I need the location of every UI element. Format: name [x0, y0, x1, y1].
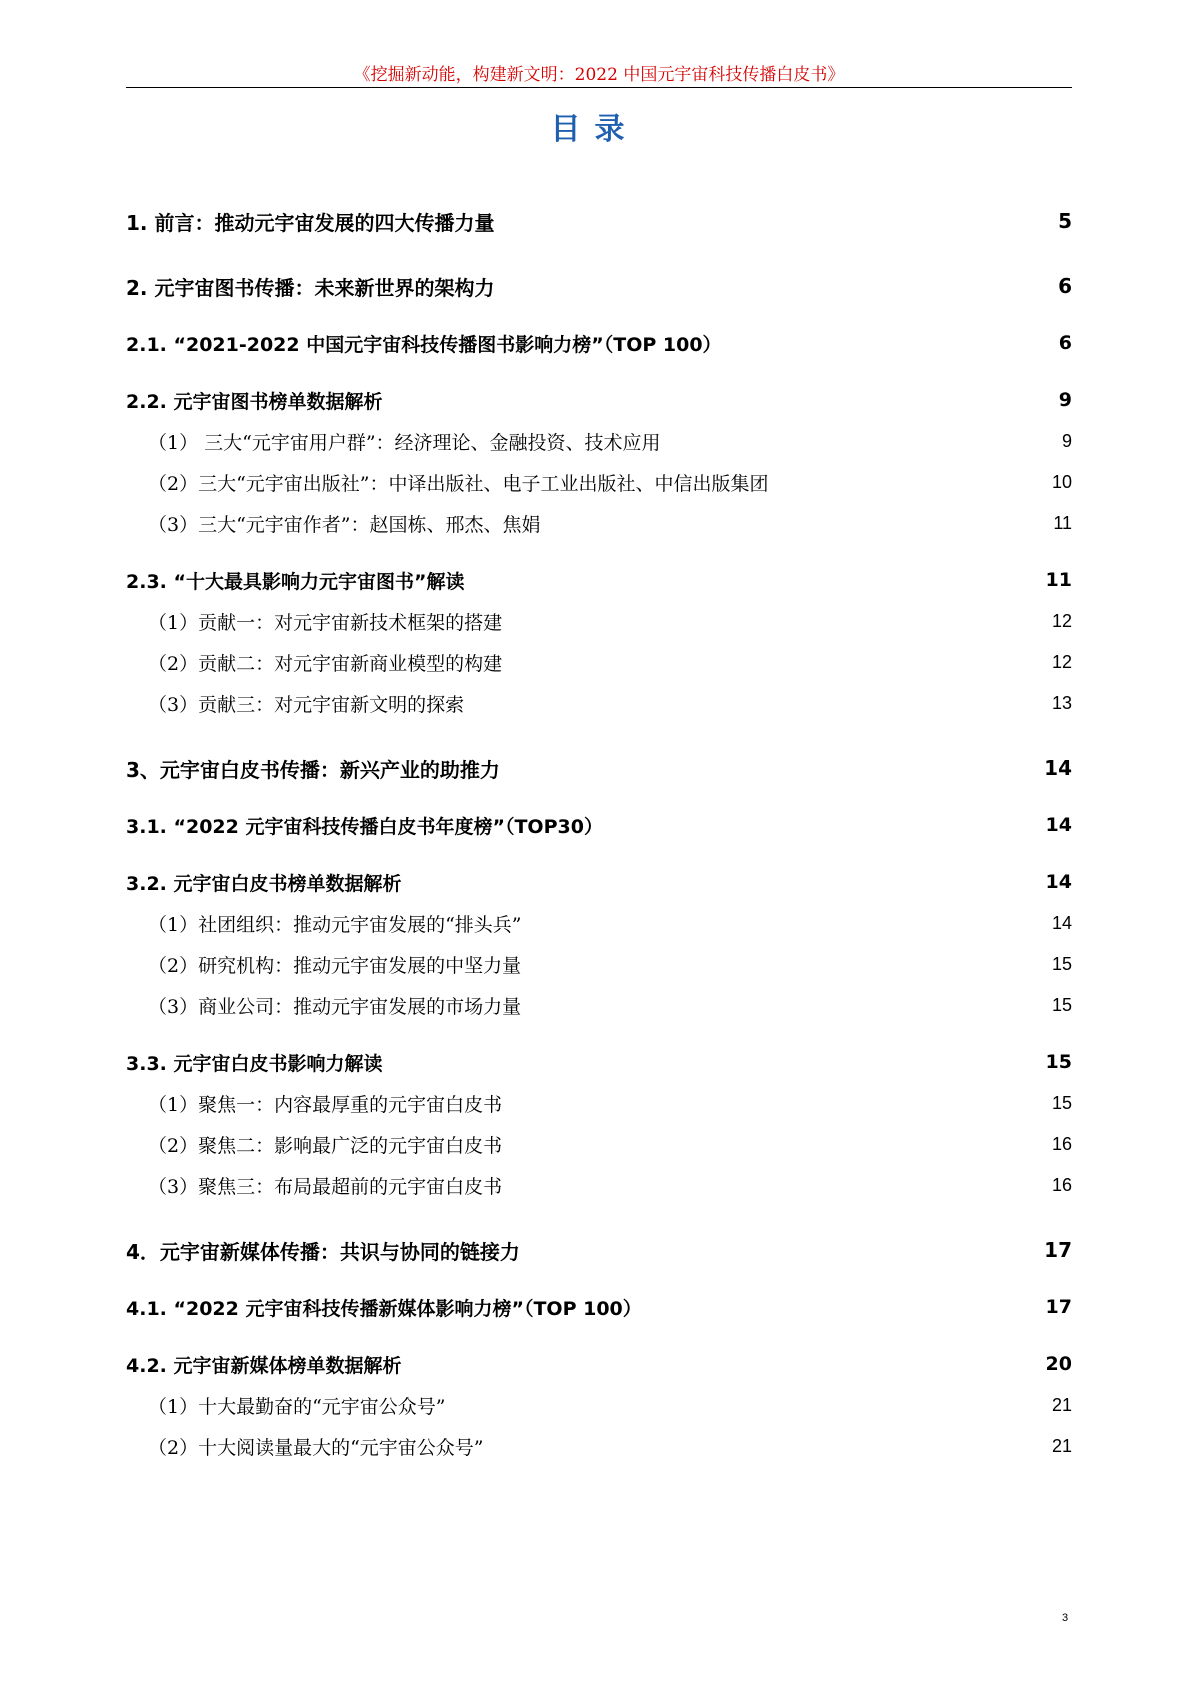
toc-entry-text: 2.1. “2021-2022 中国元宇宙科技传播图书影响力榜”（TOP 100）: [126, 333, 722, 356]
toc-entry-text: （2）聚焦二：影响最广泛的元宇宙白皮书: [148, 1134, 503, 1157]
toc-entry-page: 16: [1051, 1133, 1072, 1154]
toc-entry[interactable]: [126, 1292, 1072, 1322]
toc-title: 目录: [550, 112, 639, 147]
toc-entry-page: 15: [1051, 994, 1072, 1015]
toc-entry-text: 4．元宇宙新媒体传播：共识与协同的链接力: [126, 1239, 520, 1264]
toc-entry-text: 2.2. 元宇宙图书榜单数据解析: [126, 390, 383, 413]
toc-entry-page: 14: [1044, 756, 1072, 780]
toc-entry-text: （2）十大阅读量最大的“元宇宙公众号”: [148, 1436, 484, 1459]
toc-entry[interactable]: [126, 328, 1072, 358]
toc-entry[interactable]: [126, 908, 1072, 938]
toc-entry-text: （2）贡献二：对元宇宙新商业模型的构建: [148, 652, 503, 675]
toc-entry[interactable]: [126, 1170, 1072, 1200]
toc-entry-text: （1） 三大“元宇宙用户群”：经济理论、金融投资、技术应用: [148, 431, 661, 454]
toc-entry-page: 21: [1051, 1394, 1072, 1415]
toc-entry-page: 15: [1051, 953, 1072, 974]
toc-entry[interactable]: [126, 1088, 1072, 1118]
toc-entry[interactable]: [126, 508, 1072, 538]
toc-entry-text: 3.3. 元宇宙白皮书影响力解读: [126, 1052, 383, 1075]
toc-entry-text: （1）聚焦一：内容最厚重的元宇宙白皮书: [148, 1093, 503, 1116]
toc-entry-page: 20: [1045, 1353, 1072, 1375]
toc-entry-page: 14: [1051, 912, 1072, 933]
toc-entry-text: 2.3. “十大最具影响力元宇宙图书”解读: [126, 570, 465, 593]
toc-entry-text: 2. 元宇宙图书传播：未来新世界的架构力: [126, 275, 495, 300]
toc-entry-page: 9: [1061, 430, 1072, 451]
toc-entry-text: （1）十大最勤奋的“元宇宙公众号”: [148, 1395, 446, 1418]
toc-entry[interactable]: [126, 688, 1072, 718]
toc-entry-text: 3、元宇宙白皮书传播：新兴产业的助推力: [126, 757, 500, 782]
toc-entry-text: （1）贡献一：对元宇宙新技术框架的搭建: [148, 611, 503, 634]
toc-entry[interactable]: [126, 1129, 1072, 1159]
toc-entry[interactable]: [126, 990, 1072, 1020]
toc-entry-page: 17: [1045, 1296, 1072, 1318]
toc-entry-page: 17: [1044, 1238, 1072, 1262]
toc-entry-page: 6: [1058, 332, 1072, 354]
toc-entry[interactable]: [126, 810, 1072, 840]
toc-entry[interactable]: [126, 467, 1072, 497]
toc-entry-page: 12: [1051, 610, 1072, 631]
toc-entry-text: 3.2. 元宇宙白皮书榜单数据解析: [126, 872, 402, 895]
toc-entry-page: 14: [1045, 814, 1072, 836]
toc-entry[interactable]: [126, 1431, 1072, 1461]
toc-entry-text: （3）聚焦三：布局最超前的元宇宙白皮书: [148, 1175, 503, 1198]
toc-entry-page: 13: [1051, 692, 1072, 713]
toc-entry[interactable]: [126, 565, 1072, 595]
toc-entry[interactable]: [126, 1349, 1072, 1379]
toc-entry-page: 10: [1051, 471, 1072, 492]
toc-entry-page: 15: [1051, 1092, 1072, 1113]
toc-entry[interactable]: [126, 1390, 1072, 1420]
toc-entry-text: 1. 前言：推动元宇宙发展的四大传播力量: [126, 210, 495, 235]
toc-entry[interactable]: [126, 1047, 1072, 1077]
toc-entry-page: 16: [1051, 1174, 1072, 1195]
toc-entry-text: 4.1. “2022 元宇宙科技传播新媒体影响力榜”（TOP 100）: [126, 1297, 642, 1320]
toc-entry[interactable]: [126, 206, 1072, 236]
toc-entry-page: 11: [1053, 512, 1072, 533]
toc-entry-text: （3）贡献三：对元宇宙新文明的探索: [148, 693, 465, 716]
toc-entry-page: 21: [1051, 1435, 1072, 1456]
toc-entry-text: （3）三大“元宇宙作者”：赵国栋、邢杰、焦娟: [148, 513, 541, 536]
toc-entry-page: 9: [1058, 389, 1072, 411]
document-header: 《挖掘新动能，构建新文明：2022 中国元宇宙科技传播白皮书》: [353, 65, 845, 85]
toc-entry-text: （2）三大“元宇宙出版社”：中译出版社、电子工业出版社、中信出版集团: [148, 472, 769, 495]
toc-entry[interactable]: [126, 606, 1072, 636]
header-divider: [126, 87, 1072, 88]
toc-entry-text: 4.2. 元宇宙新媒体榜单数据解析: [126, 1354, 402, 1377]
toc-entry[interactable]: [126, 1235, 1072, 1265]
toc-entry-text: （2）研究机构：推动元宇宙发展的中坚力量: [148, 954, 522, 977]
toc-entry-page: 15: [1045, 1051, 1072, 1073]
toc-entry[interactable]: [126, 647, 1072, 677]
toc-entry-page: 6: [1058, 274, 1072, 298]
toc-entry-text: 3.1. “2022 元宇宙科技传播白皮书年度榜”（TOP30）: [126, 815, 603, 838]
toc-entry[interactable]: [126, 271, 1072, 301]
toc-entry[interactable]: [126, 753, 1072, 783]
toc-entry-page: 5: [1058, 209, 1072, 233]
toc-entry-page: 14: [1045, 871, 1072, 893]
toc-entry[interactable]: [126, 385, 1072, 415]
toc-entry-page: 11: [1045, 569, 1072, 591]
toc-entry[interactable]: [126, 426, 1072, 456]
toc-entry[interactable]: [126, 949, 1072, 979]
toc-entry-text: （3）商业公司：推动元宇宙发展的市场力量: [148, 995, 522, 1018]
toc-entry[interactable]: [126, 867, 1072, 897]
page-number: 3: [1062, 1612, 1069, 1624]
toc-entry-page: 12: [1051, 651, 1072, 672]
toc-entry-text: （1）社团组织：推动元宇宙发展的“排头兵”: [148, 913, 522, 936]
